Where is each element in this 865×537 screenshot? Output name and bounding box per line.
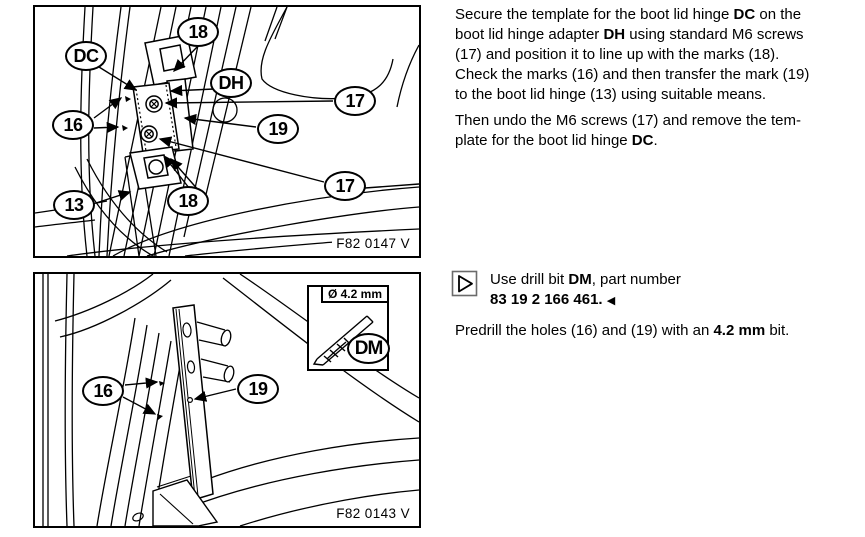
text-line: (17) and position it to line up with the marks (18). bbox=[455, 46, 780, 63]
text-line: Check the marks (16) and then transfer the mark (19) bbox=[455, 66, 810, 83]
drill-bit-inset bbox=[307, 285, 389, 371]
note-triangle-icon bbox=[451, 270, 479, 298]
callout-18: 18 bbox=[177, 17, 219, 47]
callout-13: 13 bbox=[53, 190, 95, 220]
text-line: Predrill the holes (16) and (19) with an 4.2 mm bit. bbox=[455, 322, 790, 339]
callout-18: 18 bbox=[167, 186, 209, 216]
text-line: Use drill bit DM, part number bbox=[490, 271, 681, 288]
figure-predrill-holes bbox=[33, 272, 421, 528]
text-line: Then undo the M6 screws (17) and remove the tem- bbox=[455, 112, 801, 129]
instruction-paragraph-undo-screws bbox=[455, 111, 801, 151]
instruction-paragraph-secure-template bbox=[455, 5, 809, 105]
figure-boot-lid-hinge-template bbox=[33, 5, 421, 258]
callout-17: 17 bbox=[324, 171, 366, 201]
figure-number-label: F82 0143 V bbox=[332, 506, 410, 521]
text-line: Secure the template for the boot lid hinge DC on the bbox=[455, 6, 802, 23]
callout-19: 19 bbox=[257, 114, 299, 144]
callout-DH: DH bbox=[210, 68, 252, 98]
note-drill-bit-part-number bbox=[490, 270, 681, 310]
text-line: plate for the boot lid hinge DC. bbox=[455, 132, 658, 149]
figure-number-label: F82 0147 V bbox=[332, 236, 410, 251]
text-line: boot lid hinge adapter DH using standard M6 screws bbox=[455, 26, 804, 43]
text-line: to the boot lid hinge (13) using suitable means. bbox=[455, 86, 767, 103]
instruction-paragraph-predrill bbox=[455, 321, 789, 341]
drill-diameter-label: Ø 4.2 mm bbox=[321, 285, 389, 303]
callout-16: 16 bbox=[52, 110, 94, 140]
callout-17: 17 bbox=[334, 86, 376, 116]
callout-DM: DM bbox=[347, 333, 390, 364]
text-line: 83 19 2 166 461. ◀ bbox=[490, 291, 616, 308]
callout-DC: DC bbox=[65, 41, 107, 71]
callout-16: 16 bbox=[82, 376, 124, 406]
callout-19: 19 bbox=[237, 374, 279, 404]
